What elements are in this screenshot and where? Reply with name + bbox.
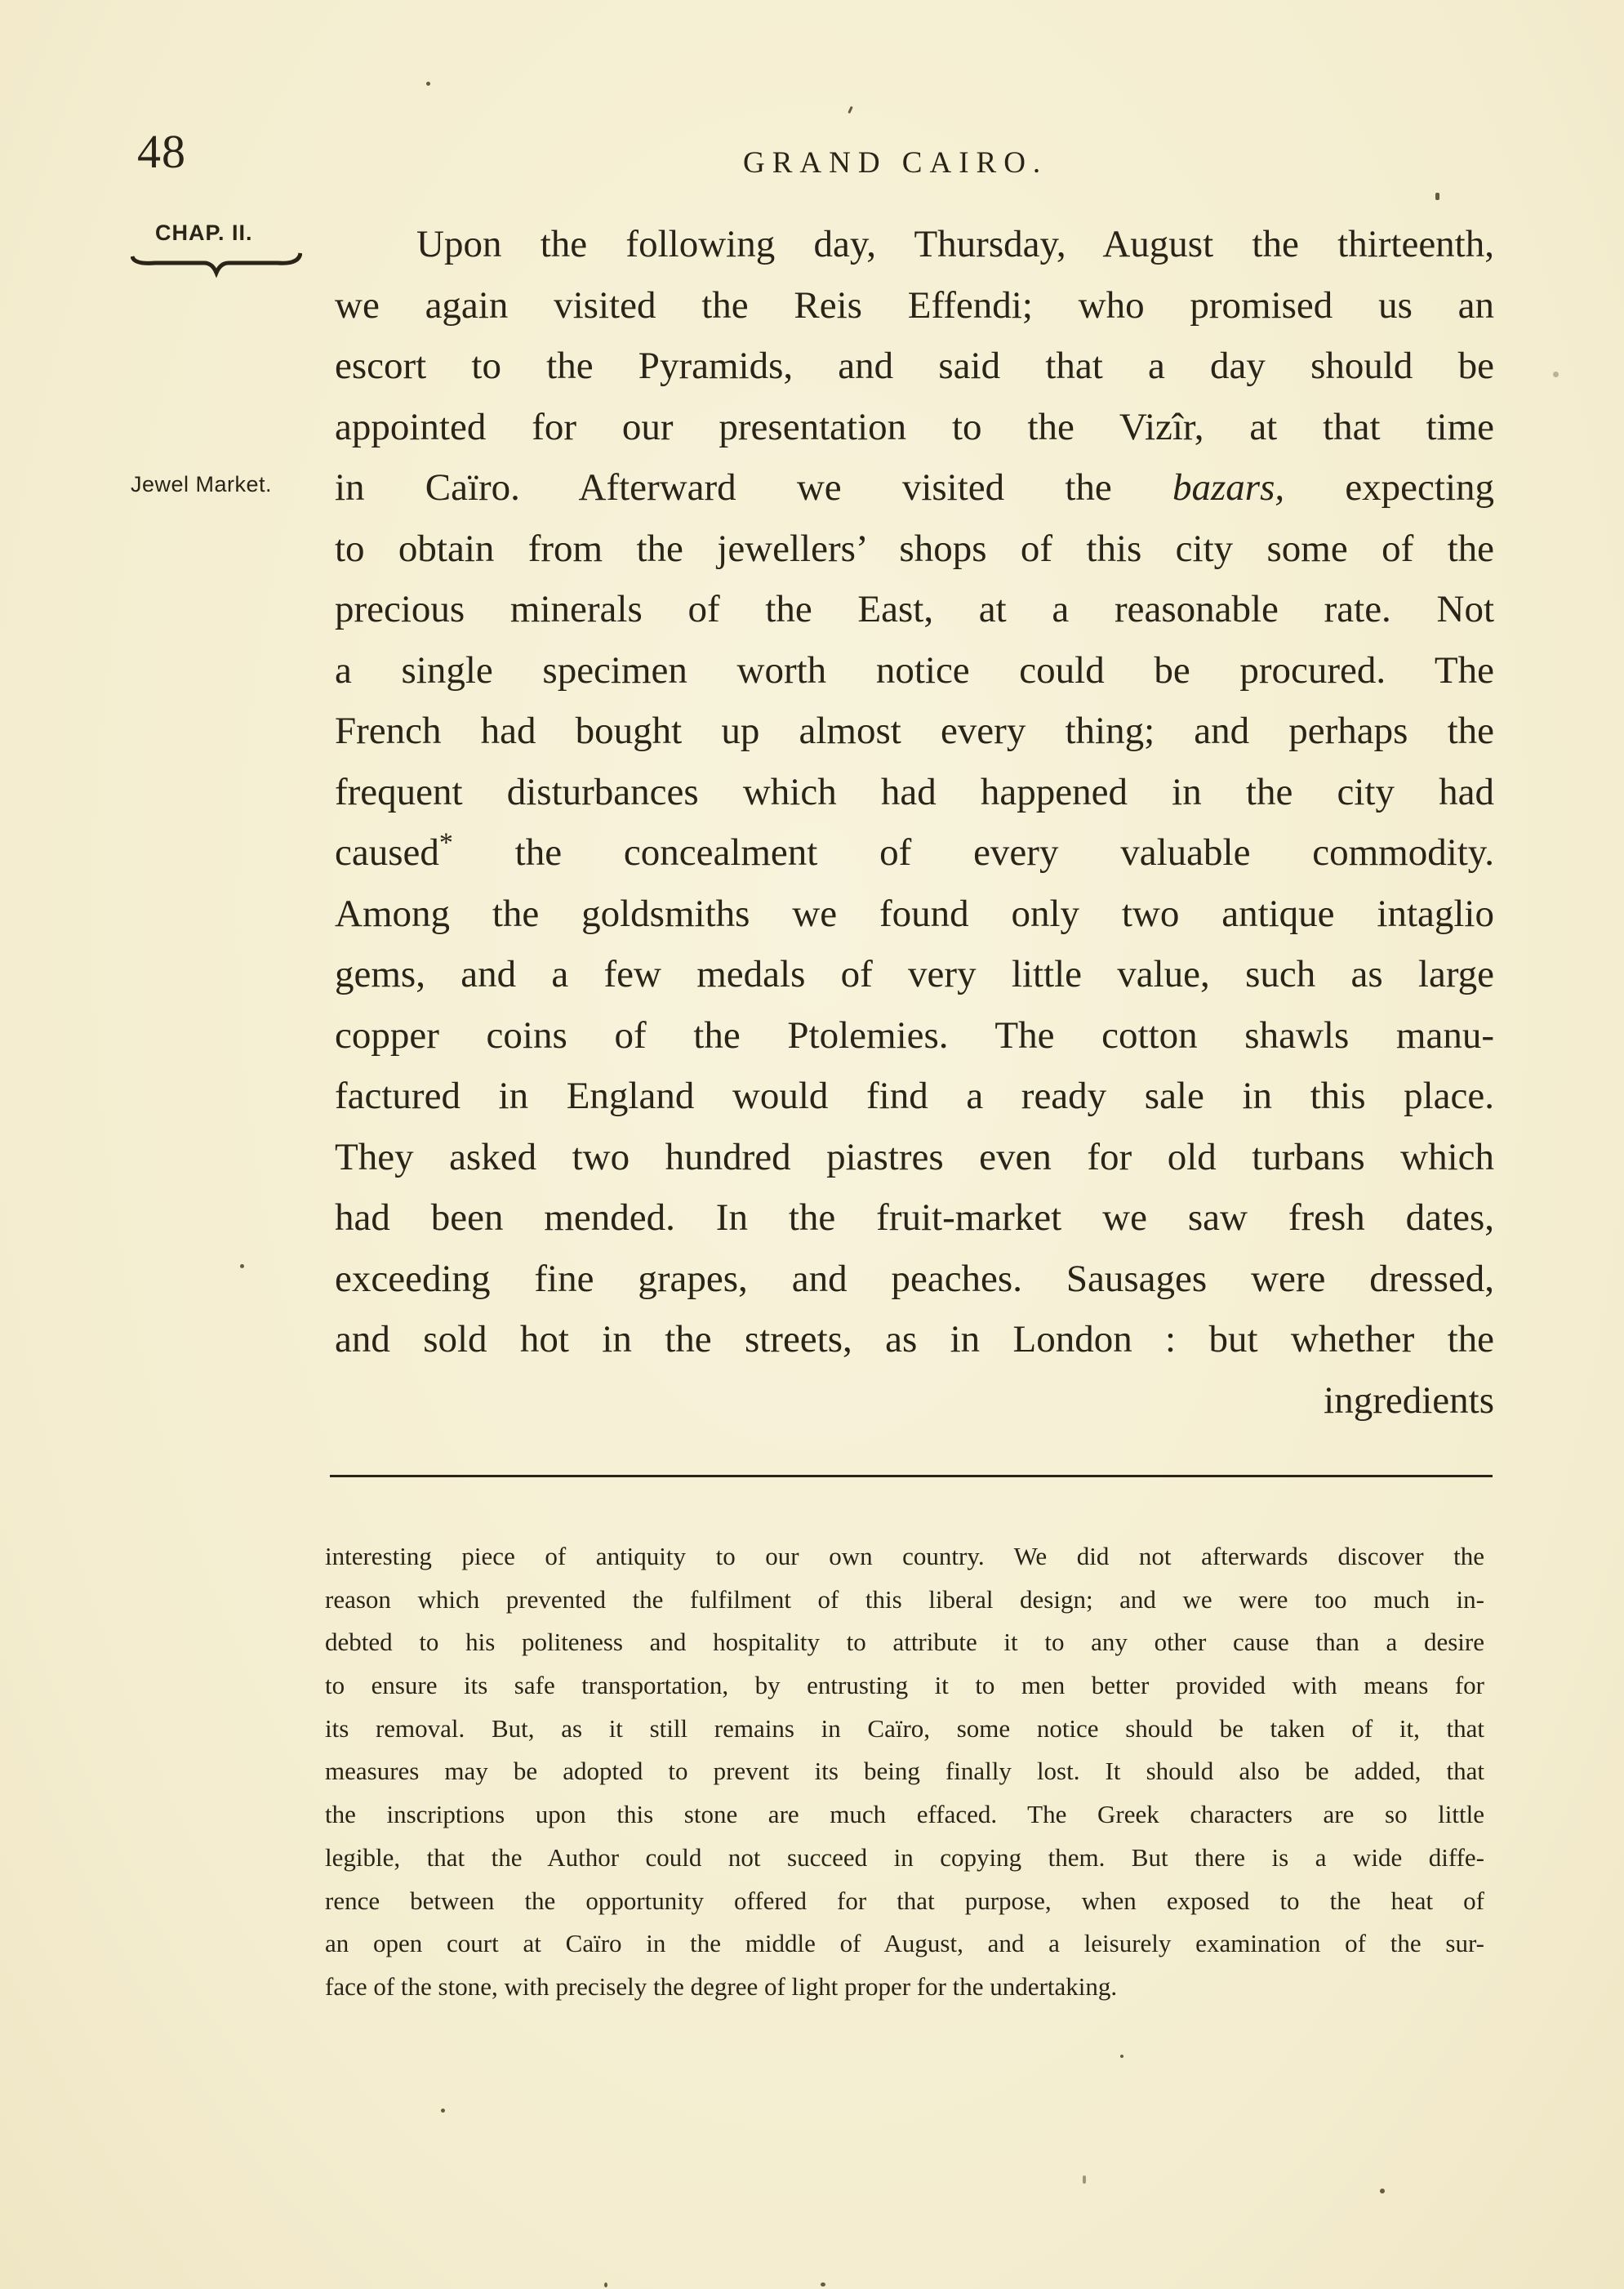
text-line: precious minerals of the East, at a reasonable rate. Not [335,588,1494,630]
text-line: and sold hot in the streets, as in London : but whether the [335,1318,1494,1360]
paper-speck [1435,193,1439,200]
text-line: to obtain from the jewellers’ shops of this city some of the [335,527,1494,570]
footnote-line: its removal. But, as it still remains in Caïro, some notice should be taken of it, that [325,1713,1484,1743]
text-line [335,822,1494,884]
text-segment: the concealment of every valuable commodity. [514,831,1495,874]
text-line: appointed for our presentation to the Vizîr, at that time [335,405,1494,448]
footnote [325,1535,1484,2009]
text-segment: caused [335,831,439,874]
paper-speck [1083,2175,1086,2184]
footnote-line: legible, that the Author could not succeed in copying them. But there is a wide diffe- [325,1842,1484,1872]
footnote-line: rence between the opportunity offered for that purpose, when exposed to the heat of [325,1886,1484,1915]
text-line [335,457,1494,519]
chapter-label: CHAP. II. [155,220,253,245]
footnote-line: interesting piece of antiquity to our own country. We did not afterwards discover the [325,1542,1484,1570]
running-title: GRAND CAIRO. [743,146,1048,180]
footnote-line: face of the stone, with precisely the degree of light proper for the undertaking. [325,1971,1118,2001]
text-line: had been mended. In the fruit-market we saw fresh dates, [335,1196,1494,1239]
text-line: we again visited the Reis Effendi; who promised us an [335,283,1494,327]
footnote-marker: * [438,827,453,858]
paper-speck [240,1264,244,1268]
paper-speck [848,106,853,114]
text-line: copper coins of the Ptolemies. The cotton shawls manu- [335,1013,1494,1057]
footnote-line: the inscriptions upon this stone are much effaced. The Greek characters are so little [325,1800,1484,1829]
footnote-line: reason which prevented the fulfilment of this liberal design; and we were too much in- [325,1584,1484,1614]
catchword: ingredients [1324,1378,1494,1422]
margin-note-jewel-market: Jewel Market. [131,472,273,497]
paper-speck [1553,372,1559,377]
text-line: frequent disturbances which had happened in the city had [335,770,1494,813]
text-line: escort to the Pyramids, and said that a day should be [335,345,1494,387]
paper-speck [1380,2189,1385,2193]
text-line: Upon the following day, Thursday, August the thirteenth, [416,223,1494,265]
text-line: exceeding fine grapes, and peaches. Sausages were dressed, [335,1257,1494,1300]
paper-speck [604,2282,607,2287]
page-number: 48 [137,125,186,178]
footnote-line: measures may be adopted to prevent its being finally lost. It should also be added, that [325,1757,1484,1786]
text-line: They asked two hundred piastres even for old turbans which [335,1135,1494,1178]
footnote-rule [330,1475,1493,1477]
text-line: French had bought up almost every thing; and perhaps the [335,710,1494,752]
text-line: a single specimen worth notice could be procured. The [335,648,1494,692]
text-segment: in Caïro. Afterward we visited the [335,466,1112,509]
text-segment: expecting [1345,466,1495,509]
footnote-line: to ensure its safe transportation, by entrusting it to men better provided with means for [325,1671,1484,1700]
text-line: Among the goldsmiths we found only two antique intaglio [335,892,1494,935]
footnote-line: debted to his politeness and hospitality to attribute it to any other cause than a desire [325,1628,1484,1657]
paper-speck [426,82,430,86]
italic-word: bazars, [1172,466,1285,509]
paper-speck [1120,2055,1123,2058]
main-text [335,214,1494,1431]
paper-speck [441,2109,445,2113]
text-line: factured in England would find a ready sale in this place. [335,1075,1494,1117]
text-line: gems, and a few medals of very little value, such as large [335,953,1494,995]
chapter-brace-ornament [131,245,302,286]
paper-speck [821,2282,825,2287]
footnote-line: an open court at Caïro in the middle of August, and a leisurely examination of the sur- [325,1929,1484,1958]
